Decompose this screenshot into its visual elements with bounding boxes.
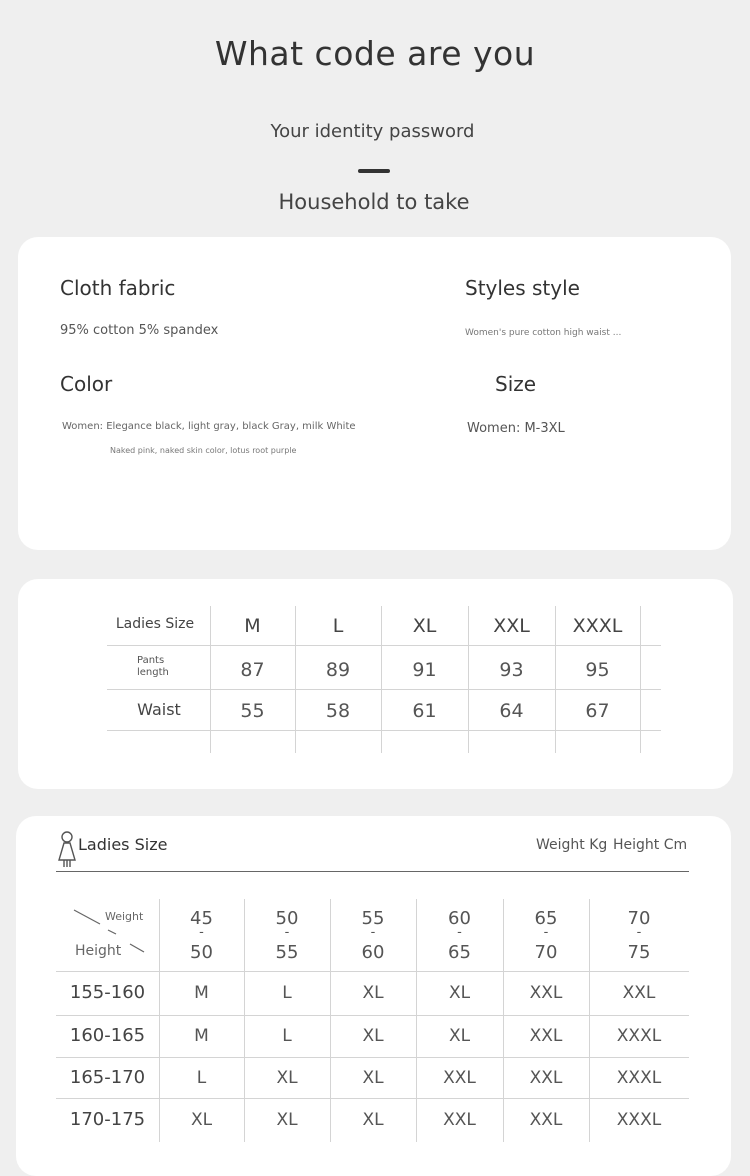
row-label: Waist	[137, 700, 181, 719]
table-cell: 91	[412, 659, 437, 681]
corner-height-label: Height	[75, 943, 122, 959]
table-rule	[107, 689, 661, 690]
page-title: What code are you	[214, 34, 536, 73]
header-rule	[56, 871, 689, 872]
style-value: Women's pure cotton high waist ...	[465, 328, 622, 338]
product-info-card	[18, 237, 731, 550]
table-cell: 61	[412, 700, 437, 722]
weight-range-sep: -	[457, 925, 462, 940]
fit-size-cell: XXXL	[616, 1110, 662, 1130]
size-header: XL	[412, 615, 437, 637]
page-subtitle: Your identity password	[270, 121, 475, 142]
fit-size-cell: XXL	[529, 983, 563, 1003]
weight-range-sep: -	[199, 925, 204, 940]
fit-size-cell: XL	[276, 1067, 298, 1088]
table-cell: 67	[585, 700, 610, 722]
fit-size-cell: XL	[362, 983, 384, 1003]
fit-size-cell: XXL	[529, 1067, 563, 1088]
weight-range-top: 50	[275, 908, 299, 929]
size-header: L	[332, 615, 344, 637]
fit-table-title: Ladies Size	[78, 835, 168, 854]
weight-range-top: 65	[534, 908, 558, 929]
section-heading: Household to take	[278, 190, 470, 214]
table-cell: 64	[499, 700, 524, 722]
divider	[358, 169, 390, 173]
height-range-label: 170-175	[69, 1109, 146, 1130]
fit-size-cell: M	[194, 983, 209, 1003]
weight-range-top: 60	[448, 908, 471, 929]
fit-size-cell: L	[282, 1026, 292, 1046]
weight-range-bottom: 65	[448, 942, 471, 963]
size-table-card	[18, 579, 733, 789]
fit-size-cell: XXL	[529, 1026, 563, 1046]
color-label: Color	[60, 372, 113, 396]
fit-size-cell: XL	[276, 1110, 298, 1130]
height-range-label: 165-170	[69, 1066, 146, 1088]
size-table-corner: Ladies Size	[115, 616, 195, 632]
weight-unit: Weight Kg	[536, 837, 608, 853]
fabric-label: Cloth fabric	[60, 276, 176, 300]
table-rule	[107, 645, 661, 646]
table-rule	[107, 730, 661, 731]
fit-size-cell: XL	[448, 983, 471, 1003]
size-label: Size	[495, 372, 537, 396]
weight-range-bottom: 70	[534, 942, 558, 963]
fit-size-cell: XL	[362, 1110, 384, 1130]
weight-range-bottom: 55	[275, 942, 299, 963]
table-rule	[56, 1015, 689, 1016]
weight-range-bottom: 75	[627, 942, 651, 963]
fit-size-cell: XL	[362, 1026, 384, 1046]
table-col-rule	[640, 606, 641, 753]
color-value-extra: Naked pink, naked skin color, lotus root purple	[110, 446, 297, 455]
height-range-label: 155-160	[69, 982, 146, 1003]
table-cell: 58	[325, 700, 351, 722]
weight-range-top: 70	[627, 908, 651, 929]
fit-size-cell: XXXL	[616, 1026, 662, 1046]
fit-table-card	[16, 816, 731, 1176]
size-header: M	[244, 615, 261, 637]
color-value: Women: Elegance black, light gray, black Gray, milk White	[62, 421, 356, 432]
height-range-label: 160-165	[69, 1025, 146, 1046]
size-header: XXL	[493, 615, 530, 637]
weight-range-sep: -	[636, 925, 642, 940]
table-cell: 93	[499, 659, 524, 681]
weight-range-sep: -	[284, 925, 290, 940]
row-label: length	[137, 667, 169, 678]
style-label: Styles style	[465, 276, 580, 300]
table-rule	[56, 971, 689, 972]
weight-range-top: 55	[361, 908, 385, 929]
fit-size-cell: M	[194, 1026, 209, 1046]
weight-range-sep: -	[543, 925, 549, 940]
table-rule	[56, 1098, 689, 1099]
fit-size-cell: XXL	[443, 1110, 476, 1130]
weight-range-sep: -	[370, 925, 376, 940]
table-rule	[56, 1057, 689, 1058]
fit-size-cell: L	[282, 983, 292, 1003]
height-unit: Height Cm	[613, 837, 688, 853]
table-cell: 87	[240, 659, 265, 681]
row-label: Pants	[137, 655, 165, 666]
size-value: Women: M-3XL	[467, 421, 565, 436]
fit-size-cell: XL	[448, 1026, 471, 1046]
fit-size-cell: XXL	[622, 983, 656, 1003]
size-header: XXXL	[572, 615, 623, 637]
fit-size-cell: XXL	[443, 1067, 476, 1088]
fit-size-cell: XL	[190, 1110, 213, 1130]
table-cell: 95	[585, 659, 610, 681]
table-cell: 55	[240, 700, 265, 722]
table-cell: 89	[325, 659, 351, 681]
fit-size-cell: XXXL	[616, 1067, 662, 1088]
weight-range-top: 45	[190, 908, 213, 929]
fit-size-cell: L	[196, 1067, 207, 1088]
person-icon	[56, 830, 78, 868]
fabric-value: 95% cotton 5% spandex	[60, 323, 219, 338]
fit-size-cell: XXL	[529, 1110, 563, 1130]
weight-range-bottom: 60	[361, 942, 385, 963]
corner-weight-label: Weight	[105, 910, 144, 923]
fit-size-cell: XL	[362, 1067, 384, 1088]
weight-range-bottom: 50	[190, 942, 213, 963]
